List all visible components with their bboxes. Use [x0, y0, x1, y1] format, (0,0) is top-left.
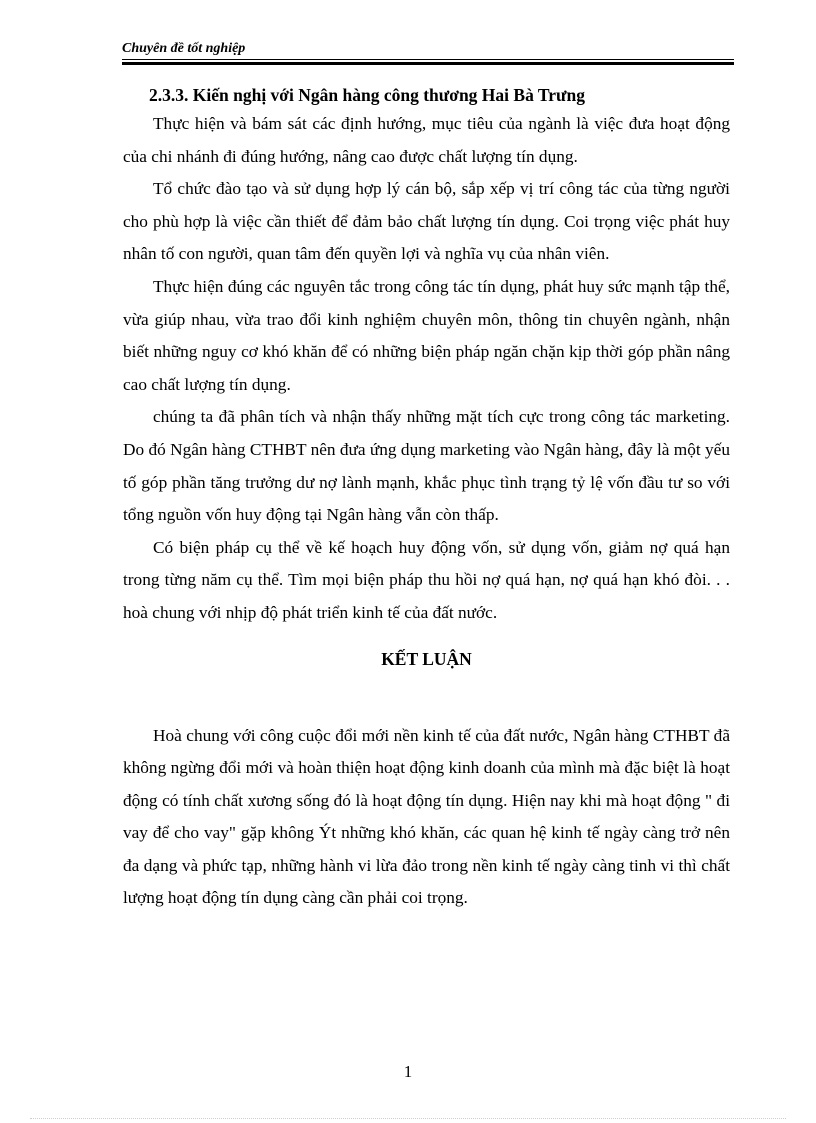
paragraph-5: Có biện pháp cụ thể về kế hoạch huy động vốn, sử dụng vốn, giảm nợ quá hạn trong từng năm cụ thể. Tìm mọi biện pháp thu hồi nợ quá hạn, nợ quá hạn khó đòi. . . hoà chung với nhịp độ phát triển kinh tế của đất nước. [123, 537, 730, 622]
page-content [123, 82, 730, 915]
conclusion-heading: KẾT LUẬN [381, 648, 472, 669]
conclusion-paragraph: Hoà chung với công cuộc đổi mới nền kinh tế của đất nước, Ngân hàng CTHBT đã không ngừng đổi mới và hoàn thiện hoạt động kinh doanh của mình mà đặc biệt là hoạt động có tính chất xương sống đó là hoạt động tín dụng. Hiện nay khi mà hoạt động " đi vay để cho vay" gặp không Ýt những khó khăn, các quan hệ kinh tế ngày càng trở nên đa dạng và phức tạp, những hành vi lừa đảo trong nền kinh tế ngày càng tinh vi thì chất lượng hoạt động tín dụng càng cần phải coi trọng. [123, 725, 730, 908]
paragraph-4: chúng ta đã phân tích và nhận thấy những mặt tích cực trong công tác marketing. Do đó Ngân hàng CTHBT nên đưa ứng dụng marketing vào Ngân hàng, đây là một yếu tố góp phần tăng trưởng dư nợ lành mạnh, khắc phục tình trạng tỷ lệ vốn đầu tư so với tổng nguồn vốn huy động tại Ngân hàng vẫn còn thấp. [123, 407, 730, 525]
paragraph-2: Tổ chức đào tạo và sử dụng hợp lý cán bộ, sắp xếp vị trí công tác của từng người cho phù hợp là việc cần thiết để đảm bảo chất lượng tín dụng. Coi trọng việc phát huy nhân tố con người, quan tâm đến quyền lợi và nghĩa vụ của nhân viên. [123, 179, 730, 264]
page-bottom-border [30, 1118, 786, 1119]
spacer [123, 672, 730, 720]
spacer [123, 630, 730, 646]
page-number: 1 [403, 1062, 413, 1081]
header-title: Chuyên đề tốt nghiệp [122, 41, 246, 56]
paragraph-1: Thực hiện và bám sát các định hướng, mục tiêu của ngành là việc đưa hoạt động của chi nhánh đi đúng hướng, nâng cao được chất lượng tín dụng. [123, 114, 730, 166]
page-header [122, 40, 734, 58]
section-heading: 2.3.3. Kiến nghị với Ngân hàng công thương Hai Bà Trưng [149, 85, 586, 105]
header-rule-thin [122, 59, 734, 60]
header-rule-thick [122, 62, 734, 65]
paragraph-3: Thực hiện đúng các nguyên tắc trong công tác tín dụng, phát huy sức mạnh tập thể, vừa giúp nhau, vừa trao đổi kinh nghiệm chuyên môn, thông tin chuyên ngành, nhận biết những nguy cơ khó khăn để có những biện pháp ngăn chặn kịp thời góp phần nâng cao chất lượng tín dụng. [123, 276, 730, 394]
